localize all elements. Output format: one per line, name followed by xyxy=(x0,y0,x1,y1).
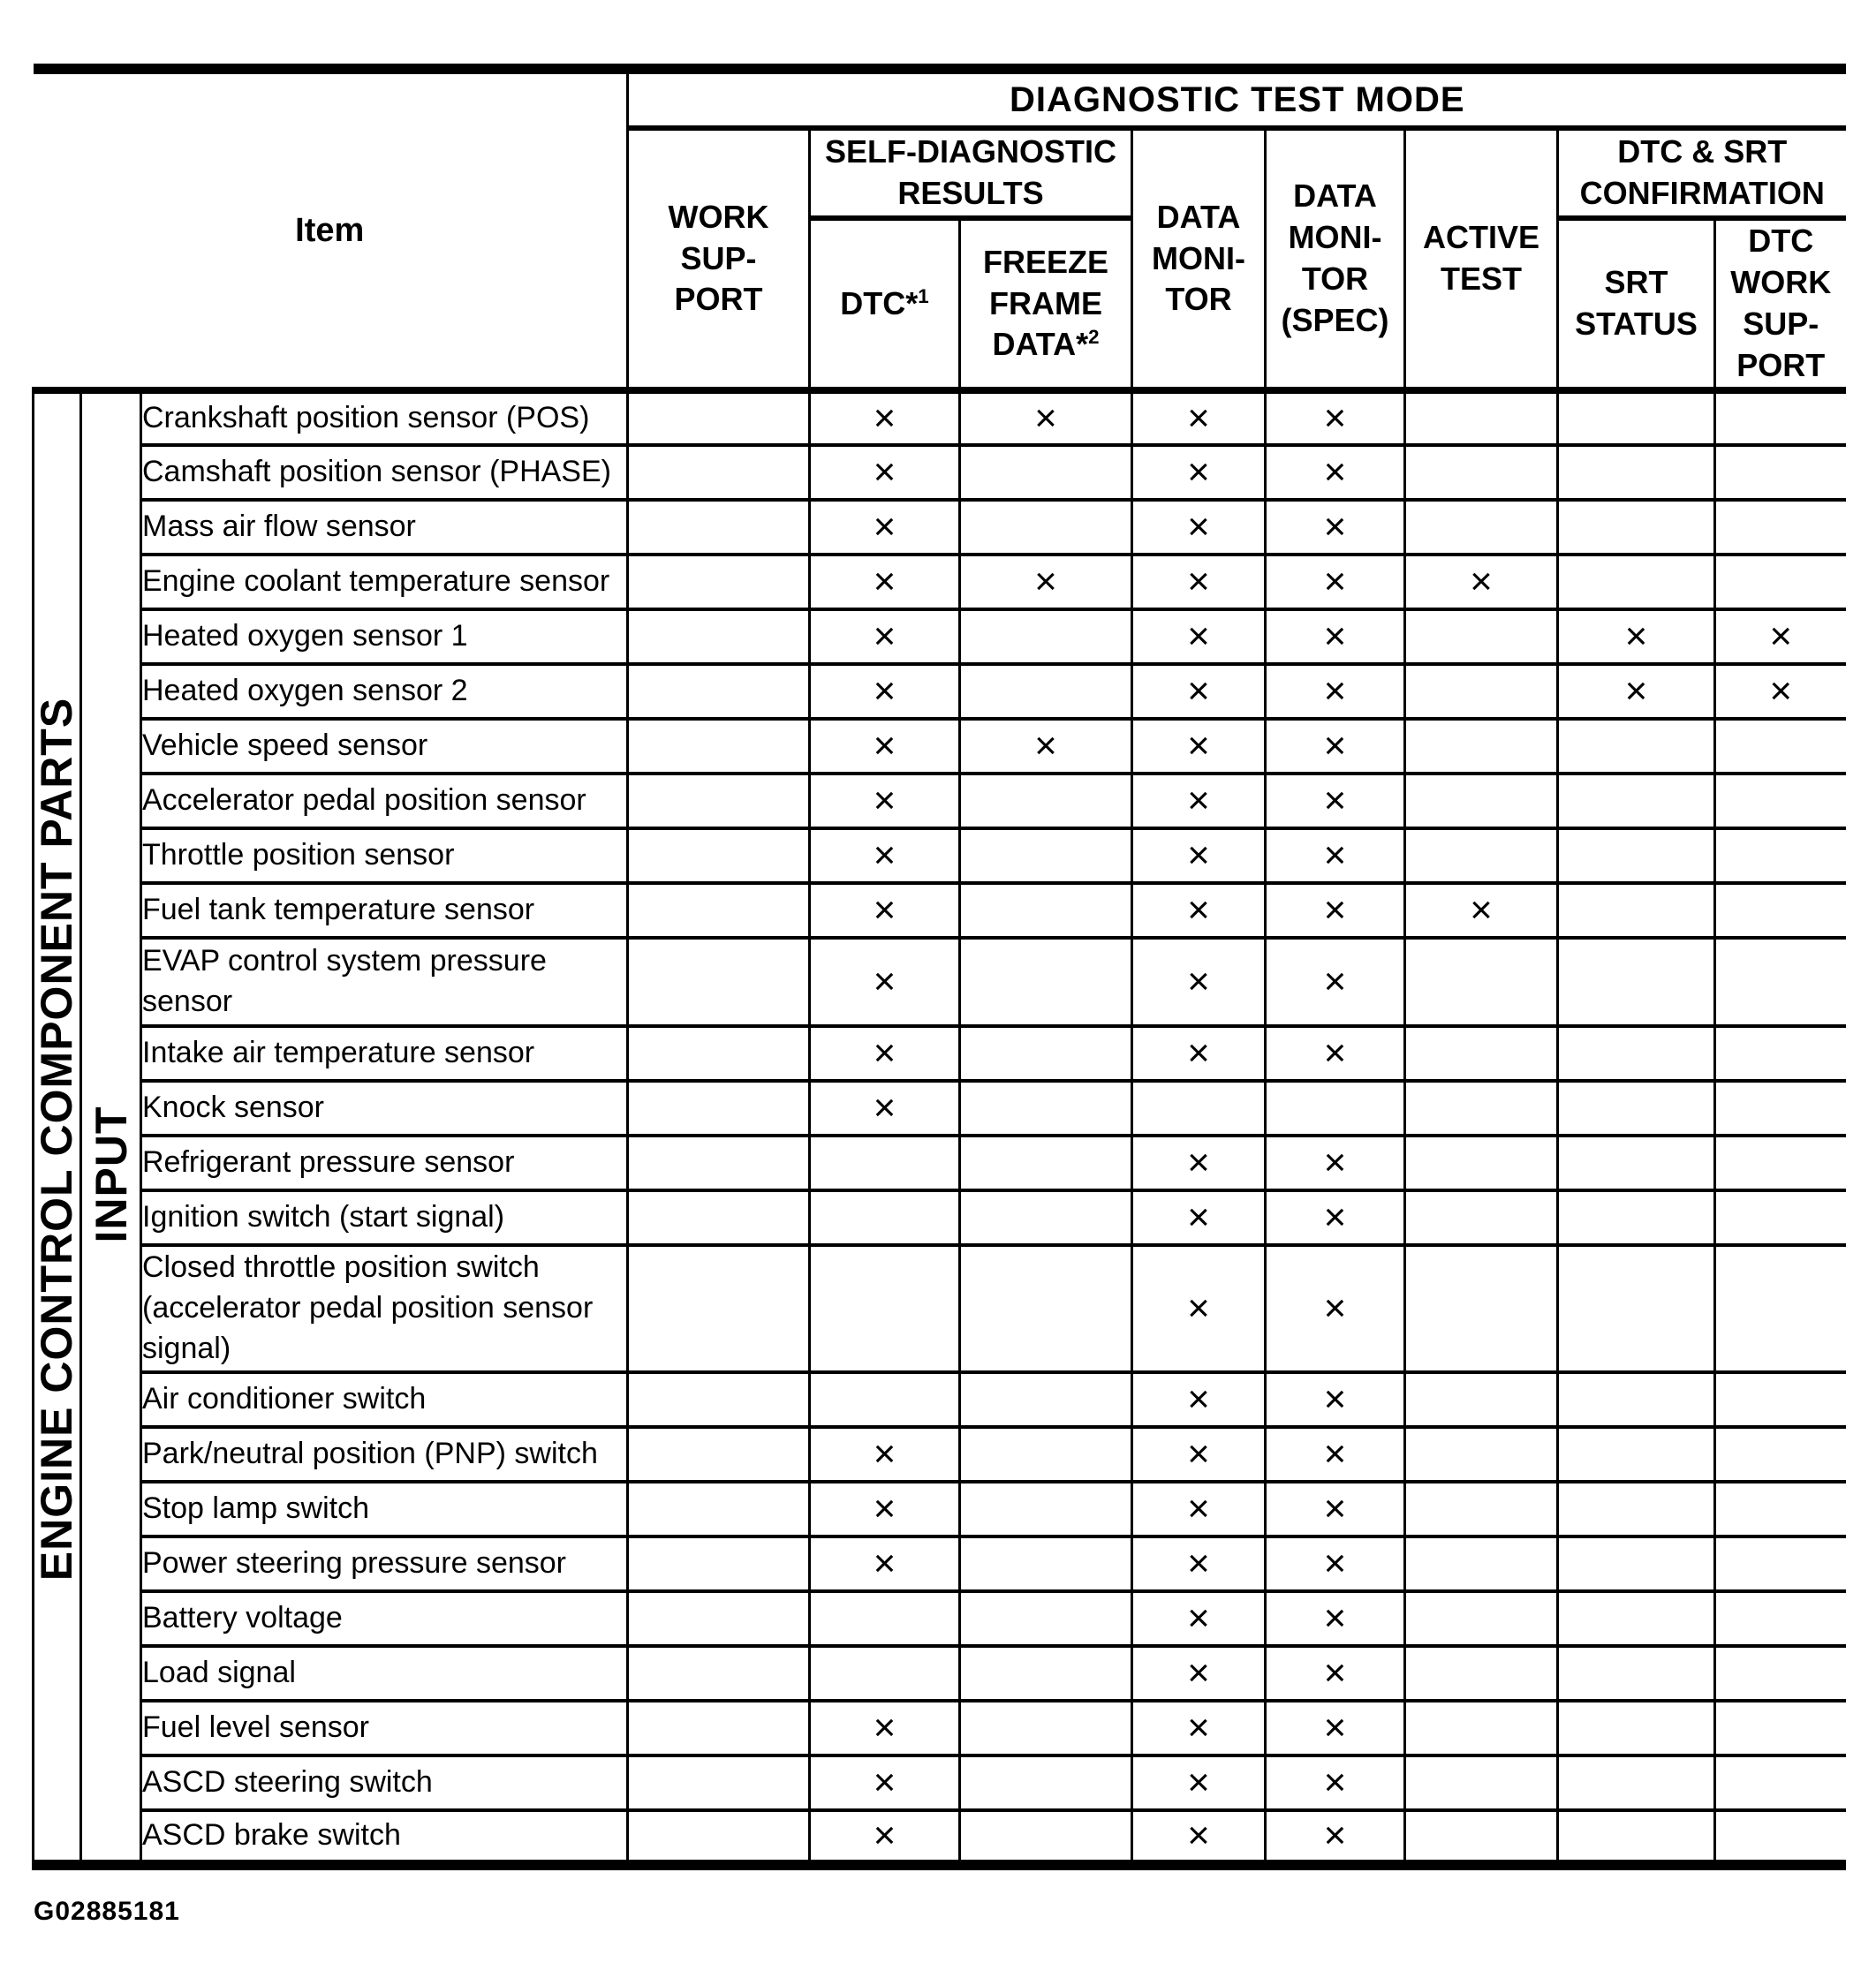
freeze-frame-cell xyxy=(960,1026,1132,1081)
freeze-frame-cell xyxy=(960,828,1132,883)
dtc-cell xyxy=(810,1646,960,1701)
dtc-work-support-cell xyxy=(1715,1591,1846,1646)
active-test-cell xyxy=(1405,828,1558,883)
srt-status-cell xyxy=(1558,555,1715,609)
item-cell: Crankshaft position sensor (POS) xyxy=(141,390,628,445)
data-monitor-spec-cell: × xyxy=(1266,1536,1405,1591)
dtc-work-support-cell xyxy=(1715,1810,1846,1865)
table-row xyxy=(34,664,1846,719)
work-support-cell xyxy=(628,883,810,938)
dtc-cell: × xyxy=(810,555,960,609)
data-monitor-cell: × xyxy=(1132,1701,1266,1755)
table-row xyxy=(34,719,1846,774)
dtc-work-support-cell xyxy=(1715,1190,1846,1245)
data-monitor-cell: × xyxy=(1132,390,1266,445)
dtc-cell: × xyxy=(810,1026,960,1081)
item-cell: Accelerator pedal position sensor xyxy=(141,774,628,828)
table-row xyxy=(34,555,1846,609)
item-cell: Stop lamp switch xyxy=(141,1482,628,1536)
data-monitor-cell: × xyxy=(1132,1245,1266,1372)
data-monitor-spec-cell: × xyxy=(1266,1810,1405,1865)
freeze-frame-cell xyxy=(960,1081,1132,1136)
dtc-cell: × xyxy=(810,774,960,828)
data-monitor-spec-cell: × xyxy=(1266,390,1405,445)
work-support-cell xyxy=(628,1810,810,1865)
table-row xyxy=(34,445,1846,500)
freeze-frame-cell xyxy=(960,774,1132,828)
active-test-cell xyxy=(1405,1591,1558,1646)
data-monitor-cell: × xyxy=(1132,1646,1266,1701)
data-monitor-cell: × xyxy=(1132,1482,1266,1536)
srt-status-cell xyxy=(1558,390,1715,445)
data-monitor-spec-cell: × xyxy=(1266,1427,1405,1482)
data-monitor-spec-cell: × xyxy=(1266,555,1405,609)
data-monitor-cell: × xyxy=(1132,1755,1266,1810)
work-support-cell xyxy=(628,1190,810,1245)
active-test-cell xyxy=(1405,719,1558,774)
dtc-work-support-cell xyxy=(1715,1536,1846,1591)
data-monitor-cell: × xyxy=(1132,938,1266,1026)
item-cell: Camshaft position sensor (PHASE) xyxy=(141,445,628,500)
data-monitor-spec-cell: × xyxy=(1266,1245,1405,1372)
table-row xyxy=(34,1701,1846,1755)
freeze-frame-cell xyxy=(960,1755,1132,1810)
srt-status-cell xyxy=(1558,1701,1715,1755)
freeze-frame-cell xyxy=(960,609,1132,664)
freeze-frame-cell xyxy=(960,1591,1132,1646)
item-cell: Fuel level sensor xyxy=(141,1701,628,1755)
dtc-cell: × xyxy=(810,445,960,500)
table-row xyxy=(34,500,1846,555)
work-support-cell xyxy=(628,390,810,445)
dtc-work-support-header: DTC WORK SUP-PORT xyxy=(1715,218,1846,390)
active-test-cell xyxy=(1405,1810,1558,1865)
work-support-cell xyxy=(628,500,810,555)
item-cell: Engine coolant temperature sensor xyxy=(141,555,628,609)
srt-status-cell xyxy=(1558,1646,1715,1701)
srt-status-cell xyxy=(1558,719,1715,774)
dtc-work-support-cell xyxy=(1715,390,1846,445)
srt-status-cell xyxy=(1558,1245,1715,1372)
data-monitor-spec-cell: × xyxy=(1266,1482,1405,1536)
category-vertical-label: ENGINE CONTROL COMPONENT PARTS xyxy=(32,697,81,1582)
data-monitor-spec-cell xyxy=(1266,1081,1405,1136)
freeze-frame-cell xyxy=(960,1701,1132,1755)
active-test-cell xyxy=(1405,1372,1558,1427)
work-support-cell xyxy=(628,1482,810,1536)
active-test-cell: × xyxy=(1405,883,1558,938)
srt-status-cell xyxy=(1558,1536,1715,1591)
active-test-cell: × xyxy=(1405,555,1558,609)
item-cell: Fuel tank temperature sensor xyxy=(141,883,628,938)
data-monitor-cell: × xyxy=(1132,1026,1266,1081)
data-monitor-spec-cell: × xyxy=(1266,719,1405,774)
srt-status-cell xyxy=(1558,1755,1715,1810)
dtc-work-support-cell xyxy=(1715,938,1846,1026)
srt-status-cell xyxy=(1558,1482,1715,1536)
work-support-cell xyxy=(628,555,810,609)
dtc-cell: × xyxy=(810,1536,960,1591)
active-test-cell xyxy=(1405,1190,1558,1245)
table-row xyxy=(34,1190,1846,1245)
dtc-work-support-cell xyxy=(1715,1482,1846,1536)
item-cell: Ignition switch (start signal) xyxy=(141,1190,628,1245)
data-monitor-spec-cell: × xyxy=(1266,938,1405,1026)
data-monitor-spec-cell: × xyxy=(1266,664,1405,719)
freeze-frame-cell xyxy=(960,1482,1132,1536)
data-monitor-header: DATA MONI-TOR xyxy=(1132,128,1266,390)
dtc-work-support-cell xyxy=(1715,1427,1846,1482)
table-row xyxy=(34,938,1846,1026)
freeze-frame-data-header: FREEZE FRAME DATA*$^2$ xyxy=(960,218,1132,390)
freeze-frame-cell xyxy=(960,1245,1132,1372)
dtc-cell: × xyxy=(810,500,960,555)
data-monitor-spec-cell: × xyxy=(1266,1026,1405,1081)
srt-status-cell xyxy=(1558,1081,1715,1136)
active-test-cell xyxy=(1405,1026,1558,1081)
dtc-work-support-cell xyxy=(1715,774,1846,828)
srt-status-cell xyxy=(1558,500,1715,555)
data-monitor-spec-cell: × xyxy=(1266,1755,1405,1810)
data-monitor-cell: × xyxy=(1132,1372,1266,1427)
dtc-cell: × xyxy=(810,938,960,1026)
dtc-work-support-cell xyxy=(1715,500,1846,555)
table-row xyxy=(34,828,1846,883)
input-vertical-label: INPUT xyxy=(87,1106,136,1243)
dtc-cell: × xyxy=(810,609,960,664)
table-row xyxy=(34,609,1846,664)
freeze-frame-cell xyxy=(960,1190,1132,1245)
dtc-work-support-cell xyxy=(1715,1026,1846,1081)
item-cell: ASCD brake switch xyxy=(141,1810,628,1865)
active-test-cell xyxy=(1405,1482,1558,1536)
item-cell: Mass air flow sensor xyxy=(141,500,628,555)
data-monitor-cell: × xyxy=(1132,664,1266,719)
item-cell: Vehicle speed sensor xyxy=(141,719,628,774)
item-cell: Air conditioner switch xyxy=(141,1372,628,1427)
work-support-cell xyxy=(628,719,810,774)
data-monitor-spec-cell: × xyxy=(1266,500,1405,555)
active-test-cell xyxy=(1405,664,1558,719)
freeze-frame-cell: × xyxy=(960,555,1132,609)
work-support-cell xyxy=(628,1755,810,1810)
work-support-cell xyxy=(628,445,810,500)
dtc-cell: × xyxy=(810,1482,960,1536)
srt-status-cell: × xyxy=(1558,609,1715,664)
dtc-cell: × xyxy=(810,1427,960,1482)
dtc-work-support-cell xyxy=(1715,555,1846,609)
data-monitor-cell xyxy=(1132,1081,1266,1136)
active-test-cell xyxy=(1405,500,1558,555)
table-row xyxy=(34,1591,1846,1646)
active-test-cell xyxy=(1405,1136,1558,1190)
work-support-cell xyxy=(628,1081,810,1136)
dtc-work-support-cell xyxy=(1715,1245,1846,1372)
dtc-work-support-cell xyxy=(1715,828,1846,883)
data-monitor-cell: × xyxy=(1132,500,1266,555)
table-row xyxy=(34,1136,1846,1190)
active-test-cell xyxy=(1405,445,1558,500)
item-cell: Heated oxygen sensor 2 xyxy=(141,664,628,719)
freeze-frame-cell xyxy=(960,1536,1132,1591)
figure-code: G02885181 xyxy=(34,1897,180,1926)
srt-status-cell: × xyxy=(1558,664,1715,719)
data-monitor-cell: × xyxy=(1132,555,1266,609)
data-monitor-cell: × xyxy=(1132,774,1266,828)
dtc-cell xyxy=(810,1136,960,1190)
freeze-frame-cell xyxy=(960,1136,1132,1190)
dtc-work-support-cell xyxy=(1715,883,1846,938)
active-test-cell xyxy=(1405,1536,1558,1591)
srt-status-cell xyxy=(1558,1427,1715,1482)
active-test-cell xyxy=(1405,1755,1558,1810)
data-monitor-spec-cell: × xyxy=(1266,1591,1405,1646)
table-row xyxy=(34,1755,1846,1810)
srt-status-cell xyxy=(1558,828,1715,883)
freeze-frame-cell xyxy=(960,1427,1132,1482)
freeze-frame-cell xyxy=(960,500,1132,555)
dtc-work-support-cell: × xyxy=(1715,609,1846,664)
data-monitor-cell: × xyxy=(1132,1536,1266,1591)
dtc-work-support-cell xyxy=(1715,1755,1846,1810)
dtc-cell: × xyxy=(810,664,960,719)
work-support-cell xyxy=(628,1701,810,1755)
work-support-cell xyxy=(628,609,810,664)
dtc-srt-confirmation-header: DTC & SRT CONFIRMATION xyxy=(1558,128,1846,218)
active-test-cell xyxy=(1405,1427,1558,1482)
active-test-cell xyxy=(1405,1701,1558,1755)
dtc-work-support-cell xyxy=(1715,1136,1846,1190)
data-monitor-spec-cell: × xyxy=(1266,774,1405,828)
freeze-frame-cell xyxy=(960,938,1132,1026)
dtc-cell xyxy=(810,1245,960,1372)
active-test-cell xyxy=(1405,774,1558,828)
data-monitor-spec-cell: × xyxy=(1266,1190,1405,1245)
active-test-cell xyxy=(1405,938,1558,1026)
data-monitor-cell: × xyxy=(1132,1591,1266,1646)
srt-status-cell xyxy=(1558,1591,1715,1646)
srt-status-cell xyxy=(1558,1026,1715,1081)
item-cell: Load signal xyxy=(141,1646,628,1701)
dtc-work-support-cell: × xyxy=(1715,664,1846,719)
data-monitor-spec-header: DATA MONI-TOR (SPEC) xyxy=(1266,128,1405,390)
data-monitor-cell: × xyxy=(1132,828,1266,883)
work-support-cell xyxy=(628,1026,810,1081)
data-monitor-cell: × xyxy=(1132,445,1266,500)
active-test-cell xyxy=(1405,1245,1558,1372)
table-row xyxy=(34,1810,1846,1865)
table-row xyxy=(34,1536,1846,1591)
item-cell: Intake air temperature sensor xyxy=(141,1026,628,1081)
dtc-cell xyxy=(810,1372,960,1427)
table-row xyxy=(34,390,1846,445)
data-monitor-spec-cell: × xyxy=(1266,1701,1405,1755)
item-cell: EVAP control system pressure sensor xyxy=(141,938,628,1026)
table-row xyxy=(34,883,1846,938)
item-cell: Knock sensor xyxy=(141,1081,628,1136)
active-test-header: ACTIVE TEST xyxy=(1405,128,1558,390)
dtc-cell: × xyxy=(810,1810,960,1865)
work-support-cell xyxy=(628,1536,810,1591)
item-column-header: Item xyxy=(34,69,628,390)
item-cell: Power steering pressure sensor xyxy=(141,1536,628,1591)
freeze-frame-cell xyxy=(960,1646,1132,1701)
work-support-cell xyxy=(628,1245,810,1372)
work-support-cell xyxy=(628,1591,810,1646)
table-row xyxy=(34,1245,1846,1372)
data-monitor-cell: × xyxy=(1132,1810,1266,1865)
data-monitor-cell: × xyxy=(1132,1136,1266,1190)
diagnostic-test-mode-table xyxy=(32,64,1846,1870)
table-row xyxy=(34,1646,1846,1701)
table-row xyxy=(34,1026,1846,1081)
table-row xyxy=(34,1427,1846,1482)
dtc-work-support-cell xyxy=(1715,719,1846,774)
work-support-cell xyxy=(628,938,810,1026)
dtc-work-support-cell xyxy=(1715,445,1846,500)
work-support-header: WORK SUP-PORT xyxy=(628,128,810,390)
data-monitor-spec-cell: × xyxy=(1266,1372,1405,1427)
srt-status-cell xyxy=(1558,445,1715,500)
self-diagnostic-results-header: SELF-DIAGNOSTIC RESULTS xyxy=(810,128,1132,218)
freeze-frame-cell xyxy=(960,1810,1132,1865)
freeze-frame-cell: × xyxy=(960,390,1132,445)
active-test-cell xyxy=(1405,1081,1558,1136)
dtc-work-support-cell xyxy=(1715,1646,1846,1701)
active-test-cell xyxy=(1405,390,1558,445)
freeze-frame-cell: × xyxy=(960,719,1132,774)
active-test-cell xyxy=(1405,1646,1558,1701)
data-monitor-spec-cell: × xyxy=(1266,828,1405,883)
item-cell: Refrigerant pressure sensor xyxy=(141,1136,628,1190)
data-monitor-spec-cell: × xyxy=(1266,883,1405,938)
item-cell: Battery voltage xyxy=(141,1591,628,1646)
srt-status-cell xyxy=(1558,1136,1715,1190)
dtc-cell xyxy=(810,1591,960,1646)
work-support-cell xyxy=(628,1372,810,1427)
work-support-cell xyxy=(628,664,810,719)
dtc-header: DTC*$^1$ xyxy=(810,218,960,390)
item-cell: Throttle position sensor xyxy=(141,828,628,883)
dtc-work-support-cell xyxy=(1715,1372,1846,1427)
data-monitor-spec-cell: × xyxy=(1266,445,1405,500)
dtc-cell: × xyxy=(810,719,960,774)
data-monitor-cell: × xyxy=(1132,1427,1266,1482)
dtc-cell: × xyxy=(810,828,960,883)
freeze-frame-cell xyxy=(960,883,1132,938)
diagnostic-test-mode-header: DIAGNOSTIC TEST MODE xyxy=(628,69,1846,128)
table-row xyxy=(34,1372,1846,1427)
srt-status-cell xyxy=(1558,1372,1715,1427)
dtc-cell: × xyxy=(810,883,960,938)
dtc-cell: × xyxy=(810,1081,960,1136)
table-row xyxy=(34,774,1846,828)
srt-status-cell xyxy=(1558,1190,1715,1245)
freeze-frame-cell xyxy=(960,1372,1132,1427)
work-support-cell xyxy=(628,1427,810,1482)
srt-status-cell xyxy=(1558,938,1715,1026)
data-monitor-spec-cell: × xyxy=(1266,609,1405,664)
freeze-frame-cell xyxy=(960,445,1132,500)
table-row xyxy=(34,1081,1846,1136)
data-monitor-cell: × xyxy=(1132,719,1266,774)
srt-status-header: SRT STATUS xyxy=(1558,218,1715,390)
dtc-cell: × xyxy=(810,1755,960,1810)
active-test-cell xyxy=(1405,609,1558,664)
data-monitor-cell: × xyxy=(1132,883,1266,938)
data-monitor-spec-cell: × xyxy=(1266,1136,1405,1190)
data-monitor-cell: × xyxy=(1132,1190,1266,1245)
item-cell: Closed throttle position switch (accelerator pedal position sensor signal) xyxy=(141,1245,628,1372)
data-monitor-spec-cell: × xyxy=(1266,1646,1405,1701)
work-support-cell xyxy=(628,1136,810,1190)
item-cell: Heated oxygen sensor 1 xyxy=(141,609,628,664)
srt-status-cell xyxy=(1558,1810,1715,1865)
work-support-cell xyxy=(628,828,810,883)
table-row xyxy=(34,1482,1846,1536)
freeze-frame-cell xyxy=(960,664,1132,719)
item-cell: ASCD steering switch xyxy=(141,1755,628,1810)
dtc-cell xyxy=(810,1190,960,1245)
srt-status-cell xyxy=(1558,774,1715,828)
work-support-cell xyxy=(628,1646,810,1701)
work-support-cell xyxy=(628,774,810,828)
item-cell: Park/neutral position (PNP) switch xyxy=(141,1427,628,1482)
dtc-work-support-cell xyxy=(1715,1701,1846,1755)
dtc-work-support-cell xyxy=(1715,1081,1846,1136)
dtc-cell: × xyxy=(810,1701,960,1755)
dtc-cell: × xyxy=(810,390,960,445)
data-monitor-cell: × xyxy=(1132,609,1266,664)
srt-status-cell xyxy=(1558,883,1715,938)
